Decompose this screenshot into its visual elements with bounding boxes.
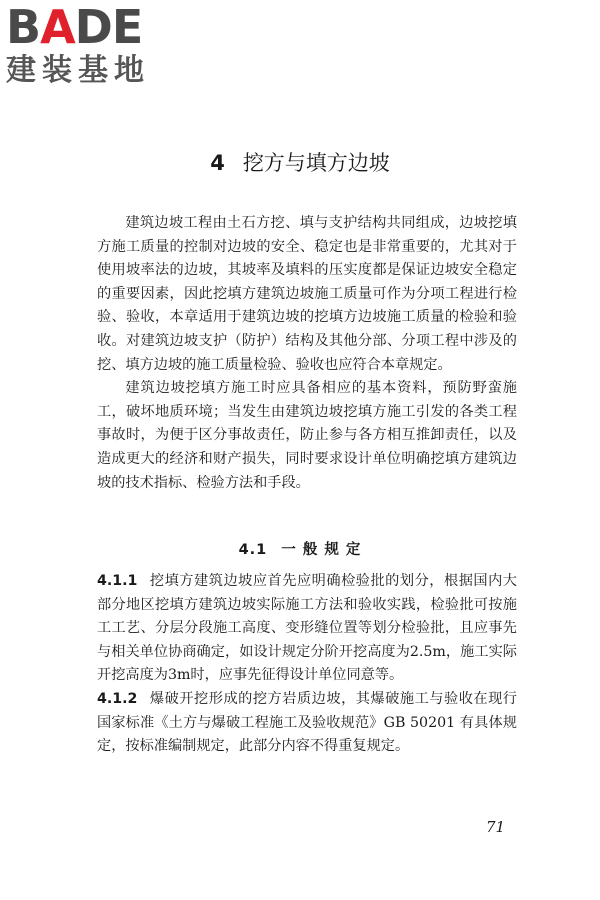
logo-letters-post: DE	[74, 0, 143, 54]
intro-paragraph: 建筑边坡工程由土石方挖、填与支护结构共同组成，边坡挖填方施工质量的控制对边坡的安全、稳定也是非常重要的，尤其对于使用坡率法的边坡，其坡率及填料的压实度都是保证边坡安全稳定的重要因素，因此挖填方建筑边坡施工质量可作为分项工程进行检验、验收，本章适用于建筑边坡的挖填方边坡施工质量的检验和验收。对建筑边坡支护（防护）结构及其他分部、分项工程中涉及的挖、填方边坡的施工质量检验、验收也应符合本章规定。	[97, 215, 517, 373]
logo-subtitle: 建装基地	[6, 53, 150, 88]
chapter-number: 4	[210, 151, 225, 175]
clause-text: 挖填方建筑边坡应首先应明确检验批的划分，根据国内大部分地区挖填方建筑边坡实际施工方法和验收实践，检验批可按施工工艺、分层分段施工高度、变形缝位置等划分检验批，且应事先与相关单位协商确定，如设计规定分阶开挖高度为2.5m，施工实际开挖高度为3m时，应事先征得设计单位同意等。	[97, 573, 517, 684]
section-title: 一 般 规 定	[281, 542, 362, 558]
clause-text: 爆破开挖形成的挖方岩质边坡，其爆破施工与验收在现行国家标准《土方与爆破工程施工及验收规范》GB 50201 有具体规定，按标准编制规定，此部分内容不得重复规定。	[97, 690, 517, 755]
intro-paragraph: 建筑边坡挖填方施工时应具备相应的基本资料，预防野蛮施工，破坏地质环境；当发生由建筑边坡挖填方施工引发的各类工程事故时，为便于区分事故责任，防止参与各方相互推卸责任，以及造成更大的经济和财产损失，同时要求设计单位明确挖填方建筑边坡的技术指标、检验方法和手段。	[97, 380, 517, 491]
clause-number: 4.1.2	[97, 690, 138, 707]
bade-logo	[6, 2, 176, 88]
clause-item	[97, 570, 517, 688]
clause-number: 4.1.1	[97, 573, 138, 589]
clause-list	[97, 570, 517, 759]
chapter-title: 挖方与填方边坡	[242, 151, 390, 175]
section-heading	[0, 538, 600, 559]
logo-wordmark	[6, 2, 176, 52]
logo-letter-accent: A	[40, 0, 75, 54]
clause-item	[97, 688, 517, 759]
logo-letters-pre: B	[6, 0, 41, 54]
intro-text	[97, 212, 517, 495]
page-number: 71	[486, 818, 506, 836]
section-number: 4.1	[238, 542, 268, 558]
chapter-heading	[0, 148, 600, 178]
